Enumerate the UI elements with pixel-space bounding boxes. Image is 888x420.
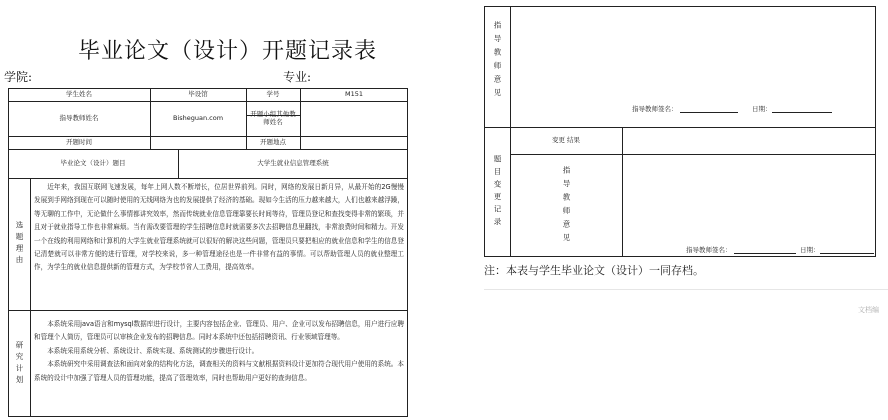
advisor-signature-label: 指导教师签名：: [632, 105, 678, 113]
plan-paragraph-1: 本系统采用java语言和mysql数据库进行设计，主要内容包括企业、管理员、用户、企业可以发布招聘信息，用户进行应聘和管理个人简历，管理员可以审核企业发布的招聘信息。同时本系统中还包括招聘资讯、行业领域管理等。: [34, 320, 404, 342]
reason-text: [34, 181, 404, 309]
advisor-date: [752, 104, 772, 113]
advisor-name-value: Bisheguan.com: [172, 113, 224, 122]
change-result-label: 变更 结果: [551, 135, 581, 144]
page-divider: [484, 289, 888, 290]
group-members-label: 开题小组其他教师姓名: [250, 110, 296, 126]
advisor-name-label: 指导教师姓名: [59, 113, 99, 122]
change-label: [484, 127, 510, 257]
student-id-label: 学号: [266, 89, 280, 98]
advisor-signature: [632, 104, 678, 113]
change-date: [800, 245, 820, 254]
student-name-value: 毕设馆: [188, 89, 208, 98]
plan-label: [8, 310, 30, 417]
change-signature-label: 指导教师签名：: [686, 246, 732, 254]
advisor-opinion-label: [484, 6, 510, 116]
topic-value: 大学生就业信息管理系统: [257, 158, 329, 167]
change-label-text: 题目变更记录: [493, 154, 502, 230]
major-label: 专业:: [283, 70, 312, 84]
archive-note: 注：本表与学生毕业论文（设计）一同存档。: [484, 264, 704, 277]
student-name-label: 学生姓名: [66, 89, 92, 98]
change-opinion-label-text: 指导教师意见: [562, 165, 571, 247]
plan-text: [34, 318, 404, 416]
time-label: 开题时间: [66, 137, 92, 146]
plan-paragraph-2: 本系统采用系统分析、系统设计、系统实现、系统测试的步骤进行设计。: [47, 346, 259, 355]
reason-paragraph: 近年来，我国互联网飞速发展，每年上网人数不断增长，位居世界前列。同时，网络的发展日新月异，从最开始的2G慢慢发展到手网络到现在可以随时使用的无线网络为也的发展提供了经济的基础。现如今生活的压力越来越大，人们也越来越浮躁，等无聊的工作中，无论做什么事情都讲究效率，然而传统就业信息管理靠要长时间等待，管理员登记和查找变得非常的繁琐，并且对于就业指导工作也非常麻烦。当有需改要管理的学生招聘信息时就需要多次去招聘信息里翻找，非常浪费时间和精力。开发一个在线的利用网络和计算机的大学生就业管理系统就可以很好的解决这些问题，管理员只要把相应的就业信息和学生的信息登记清楚就可以非常方便的进行管理，对学校来说，多一种管理途径也是一件非常有益的事情。可以帮助管理人员的就业整理工作，为学生的就业信息提供新的管理方式，为学校节省人工费用，提高效率。: [34, 183, 404, 272]
change-signature: [686, 245, 732, 254]
reason-label: [8, 178, 30, 310]
reason-label-text: 选题理由: [15, 221, 24, 267]
watermark-text: 文档编: [858, 306, 879, 314]
change-date-label: 日期：: [800, 246, 820, 254]
plan-label-text: 研究计划: [15, 340, 24, 387]
change-opinion-label: [510, 158, 622, 254]
topic-label: 毕业论文（设计）题目: [60, 158, 126, 167]
advisor-date-label: 日期：: [752, 105, 772, 113]
document-title: 毕业论文（设计）开题记录表: [78, 39, 378, 64]
plan-paragraph-3: 本系统研究中采用调查法和面向对象的结构化方法，调查相关的资料与文献根据资料设计更加符合现代用户使用的系统。本系统的设计中加强了管理人员的管理功能，提高了管理效率，同时也帮助用户更好的查询信息。: [34, 360, 404, 382]
place-label: 开题地点: [260, 137, 286, 146]
advisor-opinion-label-text: 指导教师意见: [493, 20, 502, 102]
college-label: 学院:: [4, 70, 33, 84]
student-id-value: M151: [344, 89, 363, 98]
